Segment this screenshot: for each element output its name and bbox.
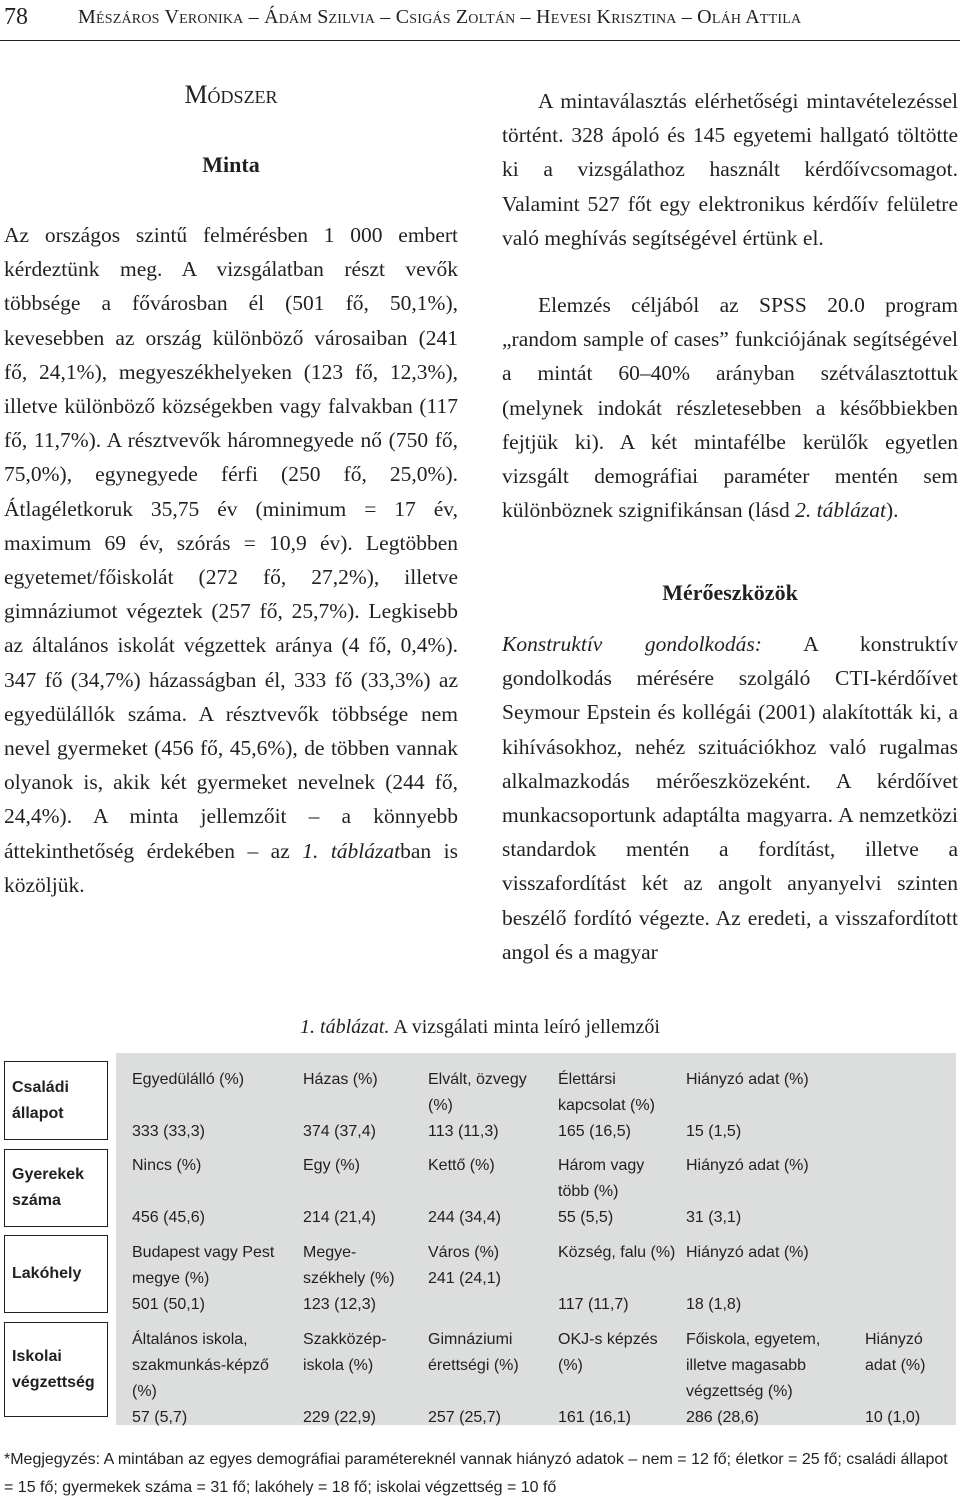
instrument-lead: Konstruktív gondolkodás: <box>502 632 762 656</box>
table-cell: Hiányzó adat (%) 10 (1,0) <box>865 1331 926 1426</box>
table-reference: 2. táblázat <box>795 498 886 523</box>
table-cell: Község, falu (%) 117 (11,7) <box>558 1244 676 1313</box>
row-label-marital-status: Családi állapot <box>4 1061 108 1140</box>
table-reference: 1. táblázat <box>302 838 401 863</box>
row-label-children: Gyerekek száma <box>4 1149 108 1227</box>
demographics-table <box>4 1053 956 1425</box>
instrument-paragraph: Konstruktív gondolkodás: A konstruktív gondolkodás mérésére szolgáló CTI-kérdőívet Seymour Epstein és kollégái (2001) alakították ki, a kihívásokhoz, nehéz szituációkhoz való rugalmas alkalmazkodás mérőeszközeként. A kérdőívet munkacsoportunk adaptálta magyarra. A nemzetközi standardok mentén a fordítást, illetve a visszafordítást két az angolt anyanyelvi szinten beszélő fordító végezte. Az eredeti, a visszafordított angol és a magyar <box>502 632 959 964</box>
table-cell: Főiskola, egyetem, illetve magasabb végzettség (%) 286 (28,6) <box>686 1331 821 1426</box>
table-caption: 1. táblázat. A vizsgálati minta leíró jellemzői <box>300 1016 660 1038</box>
table-cell: Hiányzó adat (%) 18 (1,8) <box>686 1244 809 1313</box>
table-cell: Megye-székhely (%) 123 (12,3) <box>303 1244 395 1313</box>
table-cell: Budapest vagy Pest megye (%) 501 (50,1) <box>132 1244 275 1313</box>
row-label-education: Iskolai végzettség <box>4 1322 108 1417</box>
table-cell: OKJ-s képzés (%) 161 (16,1) <box>558 1331 658 1426</box>
sample-paragraph: Az országos szintű felmérésben 1 000 embert kérdeztünk meg. A vizsgálatban részt vevők többsége a fővárosban él (501 fő, 50,1%), kevesebben az ország különböző városaiban (241 fő, 24,1%), megyeszékhelyeken (123 fő, 12,3%), illetve különböző községekben vagy falvakban (117 fő, 11,7%). A résztvevők háromnegyede nő (750 fő, 75,0%), egynegyede férfi (250 fő, 25,0%). Átlagéletkoruk 35,75 év (minimum = 17 év, maximum 69 év, szórás = 10,9 év). Legtöbben egyetemet/főiskolát (272 fő, 27,2%), illetve gimnáziumot végeztek (257 fő, 25,7%). Legkisebb az általános iskolát végzettek aránya (4 fő, 0,4%). 347 fő (34,7%) házasságban él, 333 fő (33,3%) az egyedülállók száma. A résztvevők többsége nem nevel gyermeket (456 fő, 45,6%), de többen vannak olyanok is, akik két gyermeket nevelnek (244 fő, 24,4%). A minta jellemzőit – a könnyebb áttekinthetőség érdekében – az 1. táblázatban is közöljük. <box>4 223 458 897</box>
running-header <box>0 0 960 40</box>
table-cell: Házas (%) 374 (37,4) <box>303 1071 378 1140</box>
table-cell: Egy (%) 214 (21,4) <box>303 1157 376 1226</box>
table-cell: Három vagy több (%) 55 (5,5) <box>558 1157 645 1226</box>
table-grid <box>116 1053 956 1425</box>
table-cell: Nincs (%) 456 (45,6) <box>132 1157 205 1226</box>
table-cell: Egyedülálló (%) 333 (33,3) <box>132 1071 245 1140</box>
table-cell: Gimnáziumi érettségi (%) 257 (25,7) <box>428 1331 519 1426</box>
table-cell: Kettő (%) 244 (34,4) <box>428 1157 501 1226</box>
subsection-title-sample: Minta <box>202 152 260 177</box>
table-cell: Hiányzó adat (%) 31 (3,1) <box>686 1157 809 1226</box>
table-cell: Szakközép-iskola (%) 229 (22,9) <box>303 1331 387 1426</box>
table-cell: Általános iskola, szakmunkás-képző (%) 57 (5,7) <box>132 1331 269 1426</box>
table-cell: Hiányzó adat (%) 15 (1,5) <box>686 1071 809 1140</box>
page-number: 78 <box>4 4 28 30</box>
subsection-title-instruments: Mérőeszközök <box>662 580 798 605</box>
table-cell: Elvált, özvegy (%) 113 (11,3) <box>428 1071 527 1140</box>
header-rule <box>0 40 960 41</box>
running-header-authors: Mészáros Veronika – Ádám Szilvia – Csigás Zoltán – Hevesi Krisztina – Oláh Attila <box>78 6 802 28</box>
section-title: Módszer <box>184 80 278 109</box>
table-cell: Város (%) 241 (24,1) <box>428 1244 501 1287</box>
table-row-labels <box>4 1053 116 1425</box>
analysis-paragraph: Elemzés céljából az SPSS 20.0 program „random sample of cases” funkciójának segítségével a mintát 60–40% arányban szétválasztottuk (melynek indokát részletesebben a későbbiekben fejtjük ki). A két mintafélbe kerülők egyetlen vizsgált demográfiai paraméter mentén sem különböznek szignifikánsan (lásd 2. táblázat). <box>502 293 958 523</box>
row-label-residence: Lakóhely <box>4 1235 108 1313</box>
sampling-paragraph: A mintaválasztás elérhetőségi mintavételezéssel történt. 328 ápoló és 145 egyetemi hallgató töltötte ki a vizsgálathoz használt kérdőívcsomagot. Valamint 527 főt egy elektronikus kérdőív felületre való meghívás segítségével értünk el. <box>502 89 958 250</box>
table-footnote: *Megjegyzés: A mintában az egyes demográfiai paramétereknél vannak hiányzó adatok – nem = 12 fő; életkor = 25 fő; családi állapot = 15 fő; gyermekek száma = 31 fő; lakóhely = 18 fő; iskolai végzettség = 10 fő <box>4 1451 948 1496</box>
table-cell: Élettársi kapcsolat (%) 165 (16,5) <box>558 1071 655 1140</box>
